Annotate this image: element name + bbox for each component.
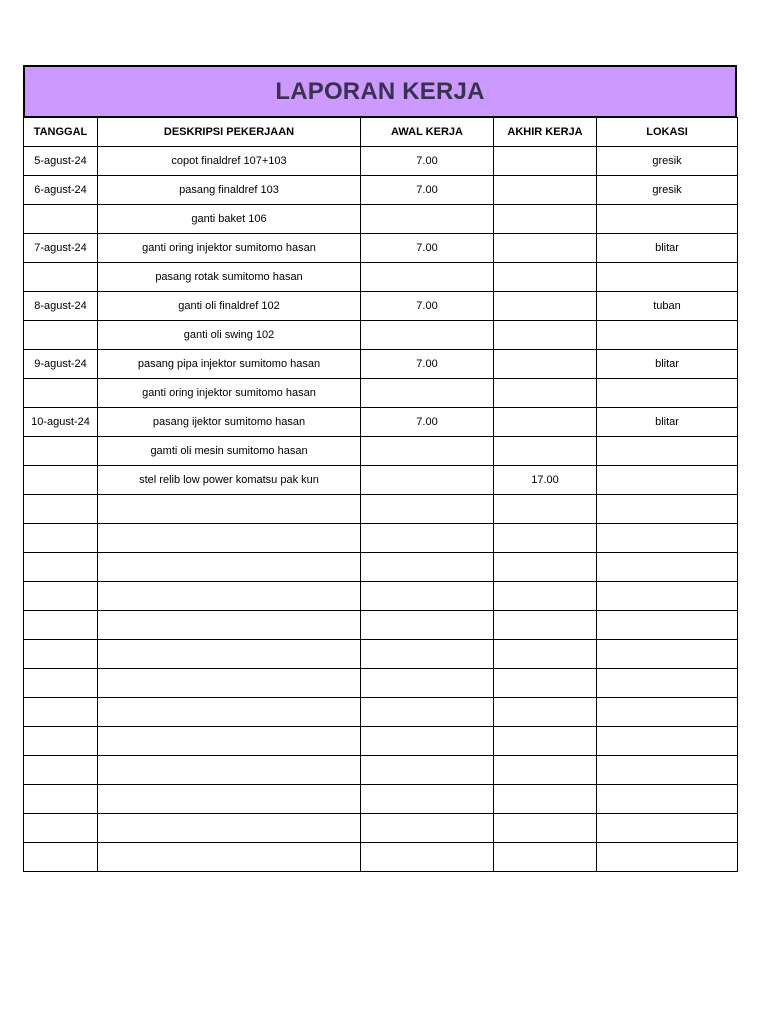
- cell-tanggal: [24, 640, 98, 669]
- cell-akhir-kerja: [494, 350, 597, 379]
- table-row: [24, 843, 738, 872]
- cell-lokasi: [597, 698, 738, 727]
- cell-akhir-kerja: [494, 234, 597, 263]
- cell-deskripsi: [98, 553, 361, 582]
- table-row: [24, 756, 738, 785]
- table-row: [24, 727, 738, 756]
- cell-tanggal: 9-agust-24: [24, 350, 98, 379]
- cell-lokasi: [597, 263, 738, 292]
- cell-tanggal: 8-agust-24: [24, 292, 98, 321]
- cell-lokasi: [597, 524, 738, 553]
- cell-tanggal: 6-agust-24: [24, 176, 98, 205]
- cell-tanggal: [24, 582, 98, 611]
- cell-akhir-kerja: [494, 524, 597, 553]
- cell-lokasi: [597, 727, 738, 756]
- cell-lokasi: blitar: [597, 350, 738, 379]
- report-title-bar: [23, 65, 737, 117]
- header-row: [24, 118, 738, 147]
- table-row: [24, 205, 738, 234]
- cell-awal-kerja: [361, 669, 494, 698]
- cell-tanggal: [24, 843, 98, 872]
- table-row: [24, 669, 738, 698]
- cell-deskripsi: [98, 669, 361, 698]
- cell-tanggal: 5-agust-24: [24, 147, 98, 176]
- cell-tanggal: [24, 611, 98, 640]
- cell-deskripsi: [98, 611, 361, 640]
- cell-lokasi: gresik: [597, 176, 738, 205]
- cell-deskripsi: pasang pipa injektor sumitomo hasan: [98, 350, 361, 379]
- cell-lokasi: [597, 582, 738, 611]
- cell-tanggal: [24, 263, 98, 292]
- cell-deskripsi: ganti oring injektor sumitomo hasan: [98, 379, 361, 408]
- cell-deskripsi: stel relib low power komatsu pak kun: [98, 466, 361, 495]
- table-row: [24, 785, 738, 814]
- work-report-table: [23, 117, 738, 872]
- table-row: [24, 582, 738, 611]
- cell-lokasi: [597, 205, 738, 234]
- table-row: [24, 437, 738, 466]
- cell-akhir-kerja: [494, 321, 597, 350]
- table-row: [24, 698, 738, 727]
- table-row: [24, 814, 738, 843]
- cell-awal-kerja: 7.00: [361, 234, 494, 263]
- cell-akhir-kerja: [494, 843, 597, 872]
- cell-awal-kerja: [361, 379, 494, 408]
- cell-awal-kerja: 7.00: [361, 292, 494, 321]
- cell-tanggal: 10-agust-24: [24, 408, 98, 437]
- cell-akhir-kerja: [494, 669, 597, 698]
- cell-deskripsi: ganti baket 106: [98, 205, 361, 234]
- cell-lokasi: tuban: [597, 292, 738, 321]
- cell-deskripsi: [98, 814, 361, 843]
- table-row: [24, 466, 738, 495]
- cell-lokasi: [597, 321, 738, 350]
- cell-akhir-kerja: [494, 408, 597, 437]
- cell-tanggal: [24, 727, 98, 756]
- cell-deskripsi: [98, 582, 361, 611]
- header-tanggal: TANGGAL: [24, 118, 98, 147]
- cell-lokasi: gresik: [597, 147, 738, 176]
- cell-akhir-kerja: [494, 292, 597, 321]
- table-row: [24, 524, 738, 553]
- cell-deskripsi: pasang ijektor sumitomo hasan: [98, 408, 361, 437]
- header-awal-kerja: AWAL KERJA: [361, 118, 494, 147]
- table-row: [24, 147, 738, 176]
- cell-lokasi: blitar: [597, 408, 738, 437]
- cell-akhir-kerja: [494, 495, 597, 524]
- cell-tanggal: [24, 321, 98, 350]
- table-row: [24, 292, 738, 321]
- cell-deskripsi: [98, 524, 361, 553]
- cell-tanggal: [24, 379, 98, 408]
- cell-lokasi: [597, 640, 738, 669]
- cell-awal-kerja: [361, 756, 494, 785]
- table-row: [24, 379, 738, 408]
- cell-tanggal: [24, 495, 98, 524]
- cell-tanggal: [24, 814, 98, 843]
- cell-awal-kerja: [361, 466, 494, 495]
- table-row: [24, 553, 738, 582]
- cell-lokasi: blitar: [597, 234, 738, 263]
- cell-awal-kerja: 7.00: [361, 147, 494, 176]
- cell-akhir-kerja: [494, 437, 597, 466]
- cell-lokasi: [597, 495, 738, 524]
- table-row: [24, 350, 738, 379]
- cell-akhir-kerja: [494, 756, 597, 785]
- cell-deskripsi: gamti oli mesin sumitomo hasan: [98, 437, 361, 466]
- cell-lokasi: [597, 379, 738, 408]
- cell-awal-kerja: [361, 611, 494, 640]
- cell-deskripsi: [98, 495, 361, 524]
- cell-lokasi: [597, 437, 738, 466]
- table-row: [24, 408, 738, 437]
- cell-lokasi: [597, 756, 738, 785]
- table-row: [24, 611, 738, 640]
- header-lokasi: LOKASI: [597, 118, 738, 147]
- cell-awal-kerja: [361, 843, 494, 872]
- cell-deskripsi: ganti oring injektor sumitomo hasan: [98, 234, 361, 263]
- cell-awal-kerja: [361, 437, 494, 466]
- cell-awal-kerja: 7.00: [361, 350, 494, 379]
- cell-tanggal: 7-agust-24: [24, 234, 98, 263]
- work-report-sheet: [23, 65, 737, 872]
- cell-akhir-kerja: [494, 263, 597, 292]
- cell-awal-kerja: [361, 582, 494, 611]
- cell-lokasi: [597, 553, 738, 582]
- cell-akhir-kerja: 17.00: [494, 466, 597, 495]
- cell-lokasi: [597, 843, 738, 872]
- cell-deskripsi: [98, 756, 361, 785]
- cell-awal-kerja: [361, 727, 494, 756]
- table-row: [24, 176, 738, 205]
- cell-deskripsi: [98, 640, 361, 669]
- cell-awal-kerja: [361, 205, 494, 234]
- cell-deskripsi: copot finaldref 107+103: [98, 147, 361, 176]
- header-akhir-kerja: AKHIR KERJA: [494, 118, 597, 147]
- cell-awal-kerja: 7.00: [361, 176, 494, 205]
- cell-akhir-kerja: [494, 205, 597, 234]
- cell-deskripsi: [98, 698, 361, 727]
- cell-akhir-kerja: [494, 611, 597, 640]
- table-row: [24, 640, 738, 669]
- cell-awal-kerja: [361, 524, 494, 553]
- cell-akhir-kerja: [494, 814, 597, 843]
- table-row: [24, 321, 738, 350]
- cell-tanggal: [24, 205, 98, 234]
- cell-awal-kerja: [361, 321, 494, 350]
- cell-awal-kerja: [361, 553, 494, 582]
- cell-akhir-kerja: [494, 582, 597, 611]
- cell-akhir-kerja: [494, 379, 597, 408]
- cell-tanggal: [24, 466, 98, 495]
- cell-awal-kerja: [361, 698, 494, 727]
- cell-awal-kerja: [361, 785, 494, 814]
- cell-lokasi: [597, 669, 738, 698]
- cell-akhir-kerja: [494, 176, 597, 205]
- cell-tanggal: [24, 698, 98, 727]
- report-title: LAPORAN KERJA: [275, 77, 485, 105]
- cell-awal-kerja: [361, 263, 494, 292]
- table-body: [24, 147, 738, 872]
- cell-tanggal: [24, 669, 98, 698]
- cell-tanggal: [24, 437, 98, 466]
- cell-awal-kerja: [361, 640, 494, 669]
- cell-tanggal: [24, 785, 98, 814]
- table-row: [24, 263, 738, 292]
- cell-deskripsi: ganti oli swing 102: [98, 321, 361, 350]
- cell-awal-kerja: [361, 495, 494, 524]
- cell-lokasi: [597, 466, 738, 495]
- cell-lokasi: [597, 611, 738, 640]
- cell-deskripsi: pasang rotak sumitomo hasan: [98, 263, 361, 292]
- cell-deskripsi: ganti oli finaldref 102: [98, 292, 361, 321]
- cell-deskripsi: pasang finaldref 103: [98, 176, 361, 205]
- header-deskripsi: DESKRIPSI PEKERJAAN: [98, 118, 361, 147]
- cell-akhir-kerja: [494, 553, 597, 582]
- cell-akhir-kerja: [494, 698, 597, 727]
- cell-akhir-kerja: [494, 727, 597, 756]
- cell-awal-kerja: [361, 814, 494, 843]
- cell-akhir-kerja: [494, 785, 597, 814]
- cell-tanggal: [24, 756, 98, 785]
- table-row: [24, 234, 738, 263]
- cell-deskripsi: [98, 843, 361, 872]
- cell-deskripsi: [98, 727, 361, 756]
- cell-deskripsi: [98, 785, 361, 814]
- cell-awal-kerja: 7.00: [361, 408, 494, 437]
- table-row: [24, 495, 738, 524]
- cell-lokasi: [597, 814, 738, 843]
- cell-tanggal: [24, 524, 98, 553]
- cell-akhir-kerja: [494, 147, 597, 176]
- cell-tanggal: [24, 553, 98, 582]
- cell-akhir-kerja: [494, 640, 597, 669]
- cell-lokasi: [597, 785, 738, 814]
